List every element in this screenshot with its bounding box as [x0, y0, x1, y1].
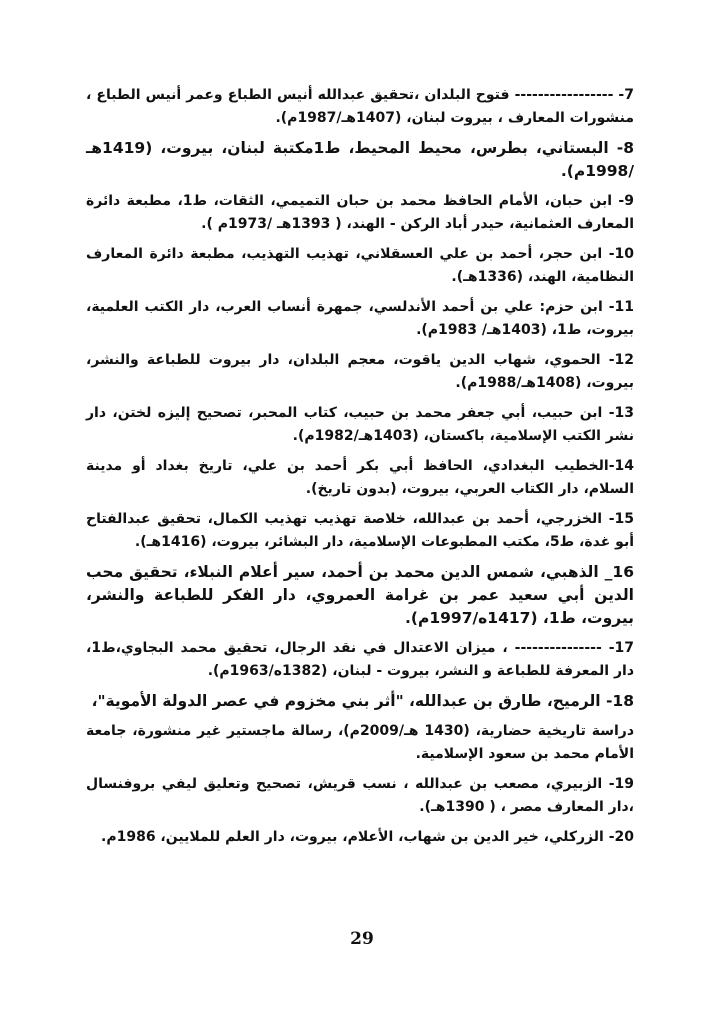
- reference-7: 7- ----------------- فتوح البلدان ،تحقيق عبدالله أنيس الطباع وعمر أنيس الطباع ، منشورات المعارف ، بيروت لبنان، (1407هـ/1987م).: [86, 87, 634, 126]
- reference-9: 9- ابن حبان، الأمام الحافظ محمد بن حبان التميمي، الثقات، ط1، مطبعة دائرة المعارف العثمانية، حيدر أباد الركن - الهند، ( 1393هـ /1973م ).: [86, 193, 634, 232]
- reference-18: 18- الرميح، طارق بن عبدالله، "أثر بني مخزوم في عصر الدولة الأموية"،: [91, 692, 634, 710]
- reference-11: 11- ابن حزم: علي بن أحمد الأندلسي، جمهرة أنساب العرب، دار الكتب العلمية، بيروت، ط1، (1403هـ/ 1983م).: [86, 299, 634, 338]
- reference-17: 17- --------------- ، ميزان الاعتدال في نقد الرجال، تحقيق محمد البجاوي،ط1، دار المعرفة للطباعة و النشر، بيروت - لبنان، (1382ه/1963م).: [86, 640, 634, 679]
- reference-18-continuation: دراسة تاريخية حضارية، (1430 هـ/2009م)، رسالة ماجستير غير منشورة، جامعة الأمام محمد بن سعود الإسلامية.: [86, 723, 634, 762]
- reference-16: 16_ الذهبي، شمس الدين محمد بن أحمد، سير أعلام النبلاء، تحقيق محب الدين أبي سعيد عمر بن غرامة العمروي، دار الفكر للطباعة والنشر، بيروت، ط1، (1417ه/1997م).: [86, 563, 634, 627]
- reference-19: 19- الزبيري، مصعب بن عبدالله ، نسب قريش، تصحيح وتعليق ليفي بروفنسال ،دار المعارف مصر ، ( 1390هـ).: [86, 776, 634, 815]
- reference-20: 20- الزركلي، خير الدين بن شهاب، الأعلام، بيروت، دار العلم للملايين، 1986م.: [101, 829, 634, 845]
- reference-8: 8- البستاني، بطرس، محيط المحيط، ط1مكتبة لبنان، بيروت، (1419هـ /1998م).: [86, 139, 634, 180]
- page-number: 29: [350, 929, 374, 949]
- reference-15: 15- الخزرجي، أحمد بن عبدالله، خلاصة تهذيب تهذيب الكمال، تحقيق عبدالفتاح أبو غدة، ط5، مكتب المطبوعات الإسلامية، دار البشائر، بيروت، (1416هـ).: [86, 511, 634, 550]
- reference-13: 13- ابن حبيب، أبي جعفر محمد بن حبيب، كتاب المحبر، تصحيح إليزه لختن، دار نشر الكتب الإسلامية، باكستان، (1403هـ/1982م).: [86, 405, 634, 444]
- reference-12: 12- الحموي، شهاب الدين ياقوت، معجم البلدان، دار بيروت للطباعة والنشر، بيروت، (1408هـ/1988م).: [86, 352, 634, 391]
- reference-10: 10- ابن حجر، أحمد بن علي العسقلاني، تهذيب التهذيب، مطبعة دائرة المعارف النظامية، الهند، (1336هـ).: [86, 246, 634, 285]
- reference-list: [86, 84, 634, 856]
- reference-14: 14-الخطيب البغدادي، الحافظ أبي بكر أحمد بن علي، تاريخ بغداد أو مدينة السلام، دار الكتاب العربي، بيروت، (بدون تاريخ).: [86, 458, 634, 497]
